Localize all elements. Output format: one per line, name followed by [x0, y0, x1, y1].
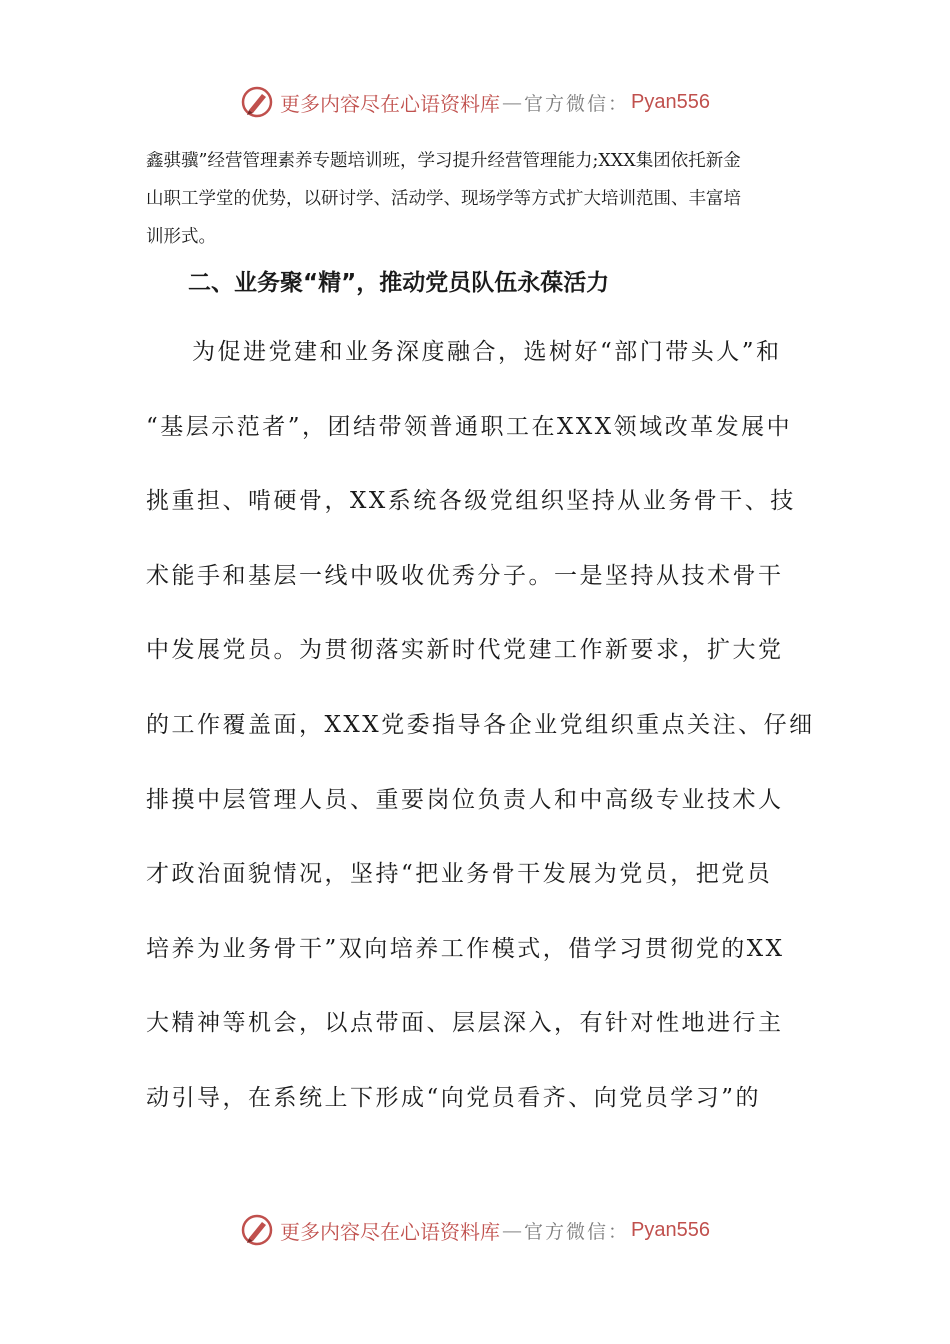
- intro-line: 山职工学堂的优势，以研讨学、活动学、现场学等方式扩大培训范围、丰富培: [146, 189, 741, 209]
- banner-wechat-id: Pyan556: [631, 1218, 710, 1241]
- body-line: 才政治面貌情况，坚持“把业务骨干发展为党员，把党员: [146, 861, 773, 888]
- body-line: 挑重担、啃硬骨，XX系统各级党组织坚持从业务骨干、技: [146, 488, 796, 515]
- body-line: “基层示范者”，团结带领普通职工在XXX领域改革发展中: [146, 413, 793, 440]
- banner-separator: —: [502, 90, 522, 114]
- banner-title: 更多内容尽在心语资料库: [280, 1219, 500, 1244]
- body-line: 大精神等机会，以点带面、层层深入，有针对性地进行主: [146, 1010, 784, 1037]
- pen-logo-icon: [240, 85, 274, 119]
- body-line: 的工作覆盖面，XXX党委指导各企业党组织重点关注、仔细: [146, 711, 815, 738]
- banner-separator: —: [502, 1218, 522, 1242]
- body-paragraph: [146, 330, 826, 1151]
- body-line: 排摸中层管理人员、重要岗位负责人和中高级专业技术人: [146, 786, 784, 813]
- intro-line: 训形式。: [146, 227, 216, 247]
- banner-wechat-id: Pyan556: [631, 90, 710, 113]
- pen-logo-icon: [240, 1213, 274, 1247]
- intro-paragraph: [146, 142, 806, 256]
- body-line: 术能手和基层一线中吸收优秀分子。一是坚持从技术骨干: [146, 562, 784, 589]
- intro-line: 鑫骐骥”经营管理素养专题培训班，学习提升经营管理能力;XXX集团依托新金: [146, 151, 741, 171]
- footer-banner: [0, 1210, 950, 1250]
- body-line: 中发展党员。为贯彻落实新时代党建工作新要求，扩大党: [146, 637, 784, 664]
- banner-wechat-label: 官方微信：: [524, 92, 630, 115]
- body-line: 动引导，在系统上下形成“向党员看齐、向党员学习”的: [146, 1084, 762, 1111]
- section-heading: 二、业务聚“精”，推动党员队伍永葆活力: [188, 270, 610, 296]
- body-line: 为促进党建和业务深度融合，选树好“部门带头人”和: [192, 339, 782, 365]
- banner-wechat-label: 官方微信：: [524, 1220, 630, 1243]
- body-line: 培养为业务骨干”双向培养工作模式，借学习贯彻党的XX: [146, 935, 785, 962]
- header-banner: [0, 82, 950, 122]
- banner-title: 更多内容尽在心语资料库: [280, 91, 500, 116]
